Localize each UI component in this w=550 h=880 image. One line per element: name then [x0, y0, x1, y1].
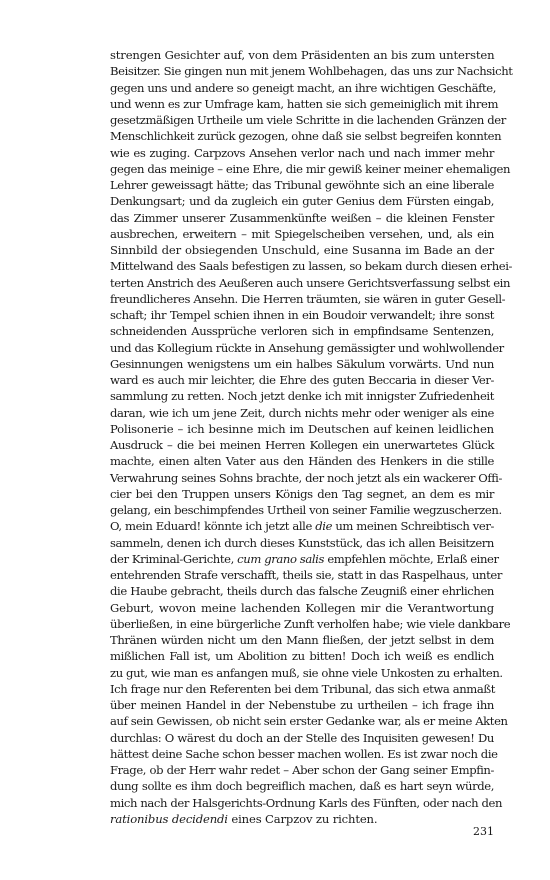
text-run: O, mein Eduard! könnte ich jetzt alle	[110, 519, 316, 534]
text-line	[110, 681, 494, 697]
text-line	[110, 453, 494, 469]
text-run: cier bei den Truppen unsers Königs den Tag segnet, an dem es mir	[110, 486, 494, 501]
text-line	[110, 795, 503, 811]
text-line	[110, 713, 508, 729]
text-line	[110, 583, 494, 599]
text-line	[110, 811, 494, 827]
text-run: sammlung zu retten. Noch jetzt denke ich mit innigster Zufriedenheit	[110, 389, 494, 404]
text-run: gesetzmäßigen Urtheile um viele Schritte in die lachenden Gränzen der	[110, 113, 506, 127]
text-run: durchlas: O wärest du doch an der Stelle des Inquisiten gewesen! Du	[110, 730, 494, 745]
text-line	[110, 518, 494, 534]
text-run: machte, einen alten Vater aus den Händen des Henkers in die stille	[110, 454, 494, 469]
text-run: hättest deine Sache schon besser machen wollen. Es ist zwar noch die	[110, 746, 498, 761]
text-line	[110, 665, 503, 681]
text-run: Geburt, wovon meine lachenden Kollegen mir die Verantwortung	[110, 600, 494, 615]
text-run: mißlichen Fall ist, um Abolition zu bitten! Doch ich weiß es endlich	[110, 649, 494, 664]
text-line	[110, 242, 494, 258]
text-line	[110, 323, 494, 339]
text-run: gegen uns und andere so geneigt macht, an ihre wichtigen Geschäfte,	[110, 80, 497, 95]
text-line	[110, 632, 494, 648]
text-line	[110, 177, 494, 193]
text-line	[110, 47, 494, 63]
text-run: Verwahrung seines Sohns brachte, der noch jetzt als ein wackerer Offi-	[110, 470, 503, 485]
text-run: Polisonerie – ich besinne mich im Deutschen auf keinen leidlichen	[110, 421, 494, 436]
text-line	[110, 356, 494, 372]
text-line	[110, 112, 506, 128]
text-line	[110, 258, 513, 274]
text-line	[110, 145, 494, 161]
italic-text: cum grano salis	[237, 551, 325, 566]
text-run: Ich frage nur den Referenten bei dem Tribunal, das sich etwa anmaßt	[110, 681, 495, 696]
text-run: der Kriminal-Gerichte,	[110, 551, 238, 566]
text-line	[110, 193, 494, 209]
text-line	[110, 80, 497, 96]
text-line	[110, 291, 506, 307]
text-run: Denkungsart; und da zugleich ein guter Genius dem Fürsten eingab,	[110, 194, 494, 209]
italic-text: die	[315, 519, 333, 534]
text-line	[110, 600, 494, 616]
text-run: und das Kollegium rückte in Ansehung gemässigter und wohlwollender	[110, 340, 504, 355]
text-line	[110, 340, 504, 356]
text-run: Gesinnungen wenigstens um ein halbes Säkulum vorwärts. Und nun	[110, 356, 494, 371]
text-line	[110, 405, 494, 421]
text-run: zu gut, wie man es anfangen muß, sie ohne viele Unkosten zu erhalten.	[110, 665, 503, 680]
text-run: um meinen Schreibtisch ver-	[332, 519, 494, 534]
text-run: über meinen Handel in der Nebenstube zu urtheilen – ich frage ihn	[110, 698, 494, 712]
text-run: Frage, ob der Herr wahr redet – Aber schon der Gang seiner Empfin-	[110, 763, 494, 777]
text-run: gegen das meinige – eine Ehre, die mir gewiß keiner meiner ehemaligen	[110, 161, 511, 176]
text-run: ausbrechen, erweitern – mit Spiegelscheiben versehen, und, als ein	[110, 226, 494, 241]
text-line	[110, 307, 494, 323]
text-line	[110, 486, 494, 502]
text-line	[110, 746, 498, 762]
text-line	[110, 762, 494, 778]
text-run: mich nach der Halsgerichts-Ordnung Karls des Fünften, oder nach den	[110, 795, 503, 810]
text-line	[110, 437, 494, 453]
page-number: 231	[473, 825, 494, 838]
text-line	[110, 226, 494, 242]
text-run: Thränen würden nicht um den Mann fließen, der jetzt selbst in dem	[110, 633, 494, 647]
body-text	[110, 47, 513, 827]
text-run: freundlicheres Ansehn. Die Herren träumten, sie wären in guter Gesell-	[110, 291, 506, 306]
text-run: das Zimmer unserer Zusammenkünfte weißen – die kleinen Fenster	[110, 210, 494, 225]
text-run: Beisitzer. Sie gingen nun mit jenem Wohlbehagen, das uns zur Nachsicht	[110, 64, 513, 79]
text-line	[110, 697, 494, 713]
text-run: gelang, ein beschimpfendes Urtheil von seiner Familie wegzuscherzen.	[110, 503, 502, 517]
text-line	[110, 730, 494, 746]
text-run: Sinnbild der obsiegenden Unschuld, eine Susanna im Bade an der	[110, 243, 494, 257]
text-line	[110, 372, 494, 388]
text-run: und wenn es zur Umfrage kam, hatten sie sich gemeiniglich mit ihrem	[110, 96, 499, 111]
text-run: schneidenden Aussprüche verloren sich in empfindsame Sentenzen,	[110, 324, 494, 339]
text-line	[110, 778, 494, 794]
text-line	[110, 128, 502, 144]
text-run: ward es auch mir leichter, die Ehre des guten Beccaria in dieser Ver-	[110, 373, 494, 387]
text-run: auf sein Gewissen, ob nicht sein erster Gedanke war, als er meine Akten	[110, 714, 508, 729]
text-run: sammeln, denen ich durch dieses Kunststück, das ich allen Beisitzern	[110, 535, 494, 550]
text-run: terten Anstrich des Aeußeren auch unsere Gerichtsverfassung selbst ein	[110, 275, 511, 290]
italic-text: rationibus decidendi	[110, 811, 228, 826]
text-run: wie es zuging. Carpzovs Ansehen verlor nach und nach immer mehr	[110, 145, 494, 160]
text-run: Menschlichkeit zurück gezogen, ohne daß sie selbst begreifen konnten	[110, 129, 502, 144]
text-run: Lehrer geweissagt hätte; das Tribunal gewöhnte sich an eine liberale	[110, 178, 494, 192]
text-line	[110, 161, 511, 177]
text-line	[110, 470, 503, 486]
text-line	[110, 567, 502, 583]
text-line	[110, 210, 494, 226]
text-run: Mittelwand des Saals befestigen zu lassen, so bekam durch diesen erhei-	[110, 259, 513, 274]
text-run: entehrenden Strafe verschafft, theils sie, statt in das Raspelhaus, unter	[110, 568, 502, 582]
text-line	[110, 648, 494, 664]
text-line	[110, 551, 499, 567]
text-run: überließen, in eine bürgerliche Zunft verholfen habe; wie viele dankbare	[110, 616, 511, 631]
text-line	[110, 96, 499, 112]
text-run: die Haube gebracht, theils durch das falsche Zeugniß einer ehrlichen	[110, 584, 494, 599]
text-line	[110, 616, 511, 632]
text-line	[110, 421, 494, 437]
text-line	[110, 502, 502, 518]
text-line	[110, 535, 494, 551]
text-line	[110, 275, 511, 291]
text-run: eines Carpzov zu richten.	[227, 811, 378, 826]
text-run: daran, wie ich um jene Zeit, durch nichts mehr oder weniger als eine	[110, 405, 494, 420]
text-line	[110, 63, 513, 79]
text-run: dung sollte es ihm doch begreiflich machen, daß es hart seyn würde,	[110, 779, 494, 794]
text-run: schaft; ihr Tempel schien ihnen in ein Boudoir verwandelt; ihre sonst	[110, 308, 494, 322]
text-run: empfehlen möchte, Erlaß einer	[324, 551, 499, 566]
text-line	[110, 388, 494, 404]
text-run: strengen Gesichter auf, von dem Präsidenten an bis zum untersten	[110, 48, 495, 62]
text-run: Ausdruck – die bei meinen Herren Kollegen ein unerwartetes Glück	[110, 438, 494, 452]
